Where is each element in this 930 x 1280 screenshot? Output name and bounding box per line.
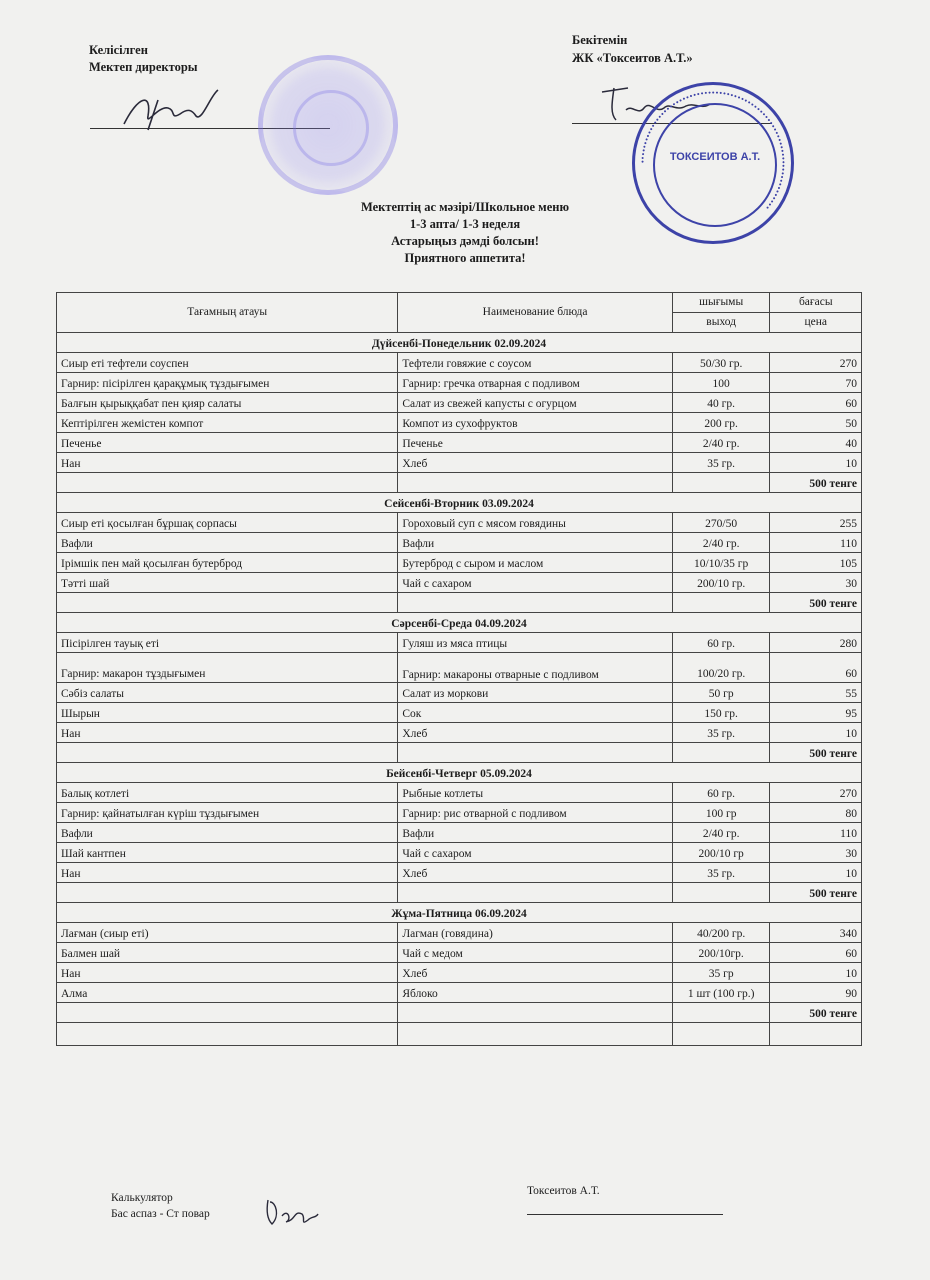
dish-price: 30 <box>770 573 862 593</box>
total-empty-cell <box>672 473 770 493</box>
dish-output: 200/10 гр <box>672 843 770 863</box>
menu-item-row <box>57 923 862 943</box>
blank-cell <box>672 1023 770 1046</box>
day-title: Жұма-Пятница 06.09.2024 <box>57 903 862 923</box>
dish-name-kz: Нан <box>57 863 398 883</box>
dish-name-ru: Яблоко <box>398 983 673 1003</box>
dish-name-kz: Печенье <box>57 433 398 453</box>
dish-name-ru: Гарнир: рис отварной с подливом <box>398 803 673 823</box>
signer-name: Токсеитов А.Т. <box>527 1185 600 1197</box>
total-empty-cell <box>57 743 398 763</box>
confirm-label: Бекітемін <box>572 33 628 47</box>
day-total-row <box>57 1003 862 1023</box>
dish-name-ru: Печенье <box>398 433 673 453</box>
day-title: Сәрсенбі-Среда 04.09.2024 <box>57 613 862 633</box>
dish-name-kz: Балғын қырыққабат пен қияр салаты <box>57 393 398 413</box>
menu-item-row <box>57 553 862 573</box>
dish-price: 60 <box>770 653 862 683</box>
dish-output: 40 гр. <box>672 393 770 413</box>
menu-title <box>0 199 930 267</box>
dish-name-ru: Хлеб <box>398 963 673 983</box>
entrepreneur-label: ЖК «Токсеитов А.Т.» <box>572 51 693 65</box>
dish-price: 255 <box>770 513 862 533</box>
col-header-out-ru: выход <box>672 313 770 333</box>
dish-name-kz: Сиыр еті тефтели соуспен <box>57 353 398 373</box>
menu-item-row <box>57 683 862 703</box>
dish-price: 280 <box>770 633 862 653</box>
dish-name-ru: Тефтели говяжие с соусом <box>398 353 673 373</box>
chef-label: Бас аспаз - Ст повар <box>111 1208 210 1220</box>
director-label: Мектеп директоры <box>89 60 198 74</box>
menu-item-row <box>57 573 862 593</box>
col-header-kz: Тағамның атауы <box>57 293 398 333</box>
title-line-3: Астарыңыз дәмді болсын! <box>391 234 539 248</box>
dish-output: 200 гр. <box>672 413 770 433</box>
dish-name-kz: Лағман (сиыр еті) <box>57 923 398 943</box>
signer-line <box>527 1214 723 1215</box>
menu-item-row <box>57 453 862 473</box>
dish-name-kz: Сәбіз салаты <box>57 683 398 703</box>
dish-name-kz: Нан <box>57 963 398 983</box>
day-total-row <box>57 593 862 613</box>
day-row <box>57 493 862 513</box>
dish-price: 70 <box>770 373 862 393</box>
col-header-price-ru: цена <box>770 313 862 333</box>
total-empty-cell <box>672 883 770 903</box>
dish-output: 50/30 гр. <box>672 353 770 373</box>
menu-item-row <box>57 803 862 823</box>
day-total-row <box>57 473 862 493</box>
day-total: 500 тенге <box>770 473 862 493</box>
dish-name-ru: Салат из моркови <box>398 683 673 703</box>
menu-item-row <box>57 863 862 883</box>
day-row <box>57 333 862 353</box>
title-line-4: Приятного аппетита! <box>404 251 526 265</box>
dish-name-ru: Хлеб <box>398 453 673 473</box>
dish-name-kz: Вафли <box>57 823 398 843</box>
dish-name-ru: Салат из свежей капусты с огурцом <box>398 393 673 413</box>
blank-row <box>57 1023 862 1046</box>
dish-price: 60 <box>770 393 862 413</box>
chef-signature <box>262 1194 322 1228</box>
calculator-label: Калькулятор <box>111 1192 173 1204</box>
dish-name-ru: Лагман (говядина) <box>398 923 673 943</box>
col-header-ru: Наименование блюда <box>398 293 673 333</box>
dish-name-ru: Сок <box>398 703 673 723</box>
day-total: 500 тенге <box>770 593 862 613</box>
dish-name-kz: Вафли <box>57 533 398 553</box>
dish-name-ru: Компот из сухофруктов <box>398 413 673 433</box>
dish-name-kz: Шырын <box>57 703 398 723</box>
dish-name-ru: Чай с сахаром <box>398 573 673 593</box>
blank-cell <box>398 1023 673 1046</box>
dish-name-kz: Балмен шай <box>57 943 398 963</box>
dish-name-kz: Нан <box>57 453 398 473</box>
menu-item-row <box>57 963 862 983</box>
dish-name-ru: Гарнир: макароны отварные с подливом <box>398 653 673 683</box>
dish-price: 340 <box>770 923 862 943</box>
menu-item-row <box>57 703 862 723</box>
day-title: Дүйсенбі-Понедельник 02.09.2024 <box>57 333 862 353</box>
dish-price: 10 <box>770 963 862 983</box>
day-row <box>57 763 862 783</box>
dish-price: 105 <box>770 553 862 573</box>
dish-price: 60 <box>770 943 862 963</box>
day-title: Бейсенбі-Четверг 05.09.2024 <box>57 763 862 783</box>
total-empty-cell <box>57 473 398 493</box>
dish-price: 10 <box>770 723 862 743</box>
total-empty-cell <box>672 743 770 763</box>
dish-output: 2/40 гр. <box>672 533 770 553</box>
day-total: 500 тенге <box>770 743 862 763</box>
menu-item-row <box>57 633 862 653</box>
director-signature <box>118 86 228 132</box>
table-header-row-1 <box>57 293 862 313</box>
dish-output: 2/40 гр. <box>672 433 770 453</box>
dish-price: 10 <box>770 863 862 883</box>
dish-output: 50 гр <box>672 683 770 703</box>
day-row <box>57 903 862 923</box>
dish-name-ru: Гороховый суп с мясом говядины <box>398 513 673 533</box>
dish-price: 270 <box>770 783 862 803</box>
col-header-price-kz: бағасы <box>770 293 862 313</box>
total-empty-cell <box>398 883 673 903</box>
menu-item-row <box>57 433 862 453</box>
dish-name-kz: Гарнир: пісірілген қарақұмық тұздығымен <box>57 373 398 393</box>
dish-output: 60 гр. <box>672 633 770 653</box>
total-empty-cell <box>57 1003 398 1023</box>
dish-price: 40 <box>770 433 862 453</box>
dish-output: 60 гр. <box>672 783 770 803</box>
dish-name-ru: Хлеб <box>398 863 673 883</box>
dish-output: 150 гр. <box>672 703 770 723</box>
dish-price: 95 <box>770 703 862 723</box>
dish-name-ru: Вафли <box>398 823 673 843</box>
dish-price: 80 <box>770 803 862 823</box>
blank-cell <box>770 1023 862 1046</box>
dish-price: 50 <box>770 413 862 433</box>
dish-name-kz: Пісірілген тауық еті <box>57 633 398 653</box>
dish-output: 10/10/35 гр <box>672 553 770 573</box>
dish-output: 40/200 гр. <box>672 923 770 943</box>
dish-price: 110 <box>770 823 862 843</box>
dish-name-kz: Сиыр еті қосылған бұршақ сорпасы <box>57 513 398 533</box>
title-line-2: 1-3 апта/ 1-3 неделя <box>409 217 521 231</box>
dish-name-kz: Шай кантпен <box>57 843 398 863</box>
dish-output: 100/20 гр. <box>672 653 770 683</box>
menu-table <box>56 292 862 1046</box>
dish-name-ru: Чай с сахаром <box>398 843 673 863</box>
dish-price: 10 <box>770 453 862 473</box>
menu-item-row <box>57 393 862 413</box>
dish-price: 270 <box>770 353 862 373</box>
menu-item-row <box>57 513 862 533</box>
col-header-out-kz: шығымы <box>672 293 770 313</box>
dish-output: 100 <box>672 373 770 393</box>
dish-name-kz: Тәтті шай <box>57 573 398 593</box>
dish-name-kz: Ірімшік пен май қосылған бутерброд <box>57 553 398 573</box>
dish-price: 55 <box>770 683 862 703</box>
menu-item-row <box>57 723 862 743</box>
dish-output: 1 шт (100 гр.) <box>672 983 770 1003</box>
menu-item-row <box>57 533 862 553</box>
svg-text:••••••••••••••••••••••••••••••: •••••••••••••••••••••••••••••••••••••••••••••••••••••••••••••••••••••••• <box>637 87 789 213</box>
dish-name-kz: Балық котлеті <box>57 783 398 803</box>
dish-price: 30 <box>770 843 862 863</box>
approved-label: Келісілген <box>89 43 148 57</box>
dish-name-kz: Нан <box>57 723 398 743</box>
menu-item-row <box>57 413 862 433</box>
menu-item-row <box>57 783 862 803</box>
menu-item-row <box>57 353 862 373</box>
day-total: 500 тенге <box>770 883 862 903</box>
dish-output: 100 гр <box>672 803 770 823</box>
day-total: 500 тенге <box>770 1003 862 1023</box>
day-total-row <box>57 743 862 763</box>
dish-name-ru: Рыбные котлеты <box>398 783 673 803</box>
dish-output: 200/10гр. <box>672 943 770 963</box>
stamp-name: ТОКСЕИТОВ А.Т. <box>669 151 761 163</box>
menu-item-row <box>57 823 862 843</box>
dish-price: 90 <box>770 983 862 1003</box>
dish-output: 270/50 <box>672 513 770 533</box>
menu-item-row <box>57 653 862 683</box>
total-empty-cell <box>57 883 398 903</box>
dish-name-ru: Гарнир: гречка отварная с подливом <box>398 373 673 393</box>
total-empty-cell <box>398 593 673 613</box>
dish-output: 35 гр. <box>672 723 770 743</box>
dish-price: 110 <box>770 533 862 553</box>
dish-name-ru: Бутерброд с сыром и маслом <box>398 553 673 573</box>
total-empty-cell <box>672 1003 770 1023</box>
total-empty-cell <box>57 593 398 613</box>
total-empty-cell <box>672 593 770 613</box>
dish-name-ru: Гуляш из мяса птицы <box>398 633 673 653</box>
dish-name-ru: Хлеб <box>398 723 673 743</box>
menu-item-row <box>57 373 862 393</box>
dish-name-ru: Вафли <box>398 533 673 553</box>
day-total-row <box>57 883 862 903</box>
total-empty-cell <box>398 1003 673 1023</box>
blank-cell <box>57 1023 398 1046</box>
dish-output: 2/40 гр. <box>672 823 770 843</box>
dish-name-ru: Чай с медом <box>398 943 673 963</box>
dish-output: 200/10 гр. <box>672 573 770 593</box>
dish-output: 35 гр <box>672 963 770 983</box>
dish-name-kz: Гарнир: макарон тұздығымен <box>57 653 398 683</box>
dish-output: 35 гр. <box>672 863 770 883</box>
school-seal <box>258 55 398 195</box>
title-line-1: Мектептің ас мәзірі/Школьное меню <box>360 200 569 214</box>
dish-output: 35 гр. <box>672 453 770 473</box>
menu-item-row <box>57 943 862 963</box>
total-empty-cell <box>398 743 673 763</box>
menu-item-row <box>57 843 862 863</box>
dish-name-kz: Алма <box>57 983 398 1003</box>
day-title: Сейсенбі-Вторник 03.09.2024 <box>57 493 862 513</box>
dish-name-kz: Гарнир: қайнатылған күріш тұздығымен <box>57 803 398 823</box>
day-row <box>57 613 862 633</box>
dish-name-kz: Кептірілген жемістен компот <box>57 413 398 433</box>
total-empty-cell <box>398 473 673 493</box>
menu-item-row <box>57 983 862 1003</box>
